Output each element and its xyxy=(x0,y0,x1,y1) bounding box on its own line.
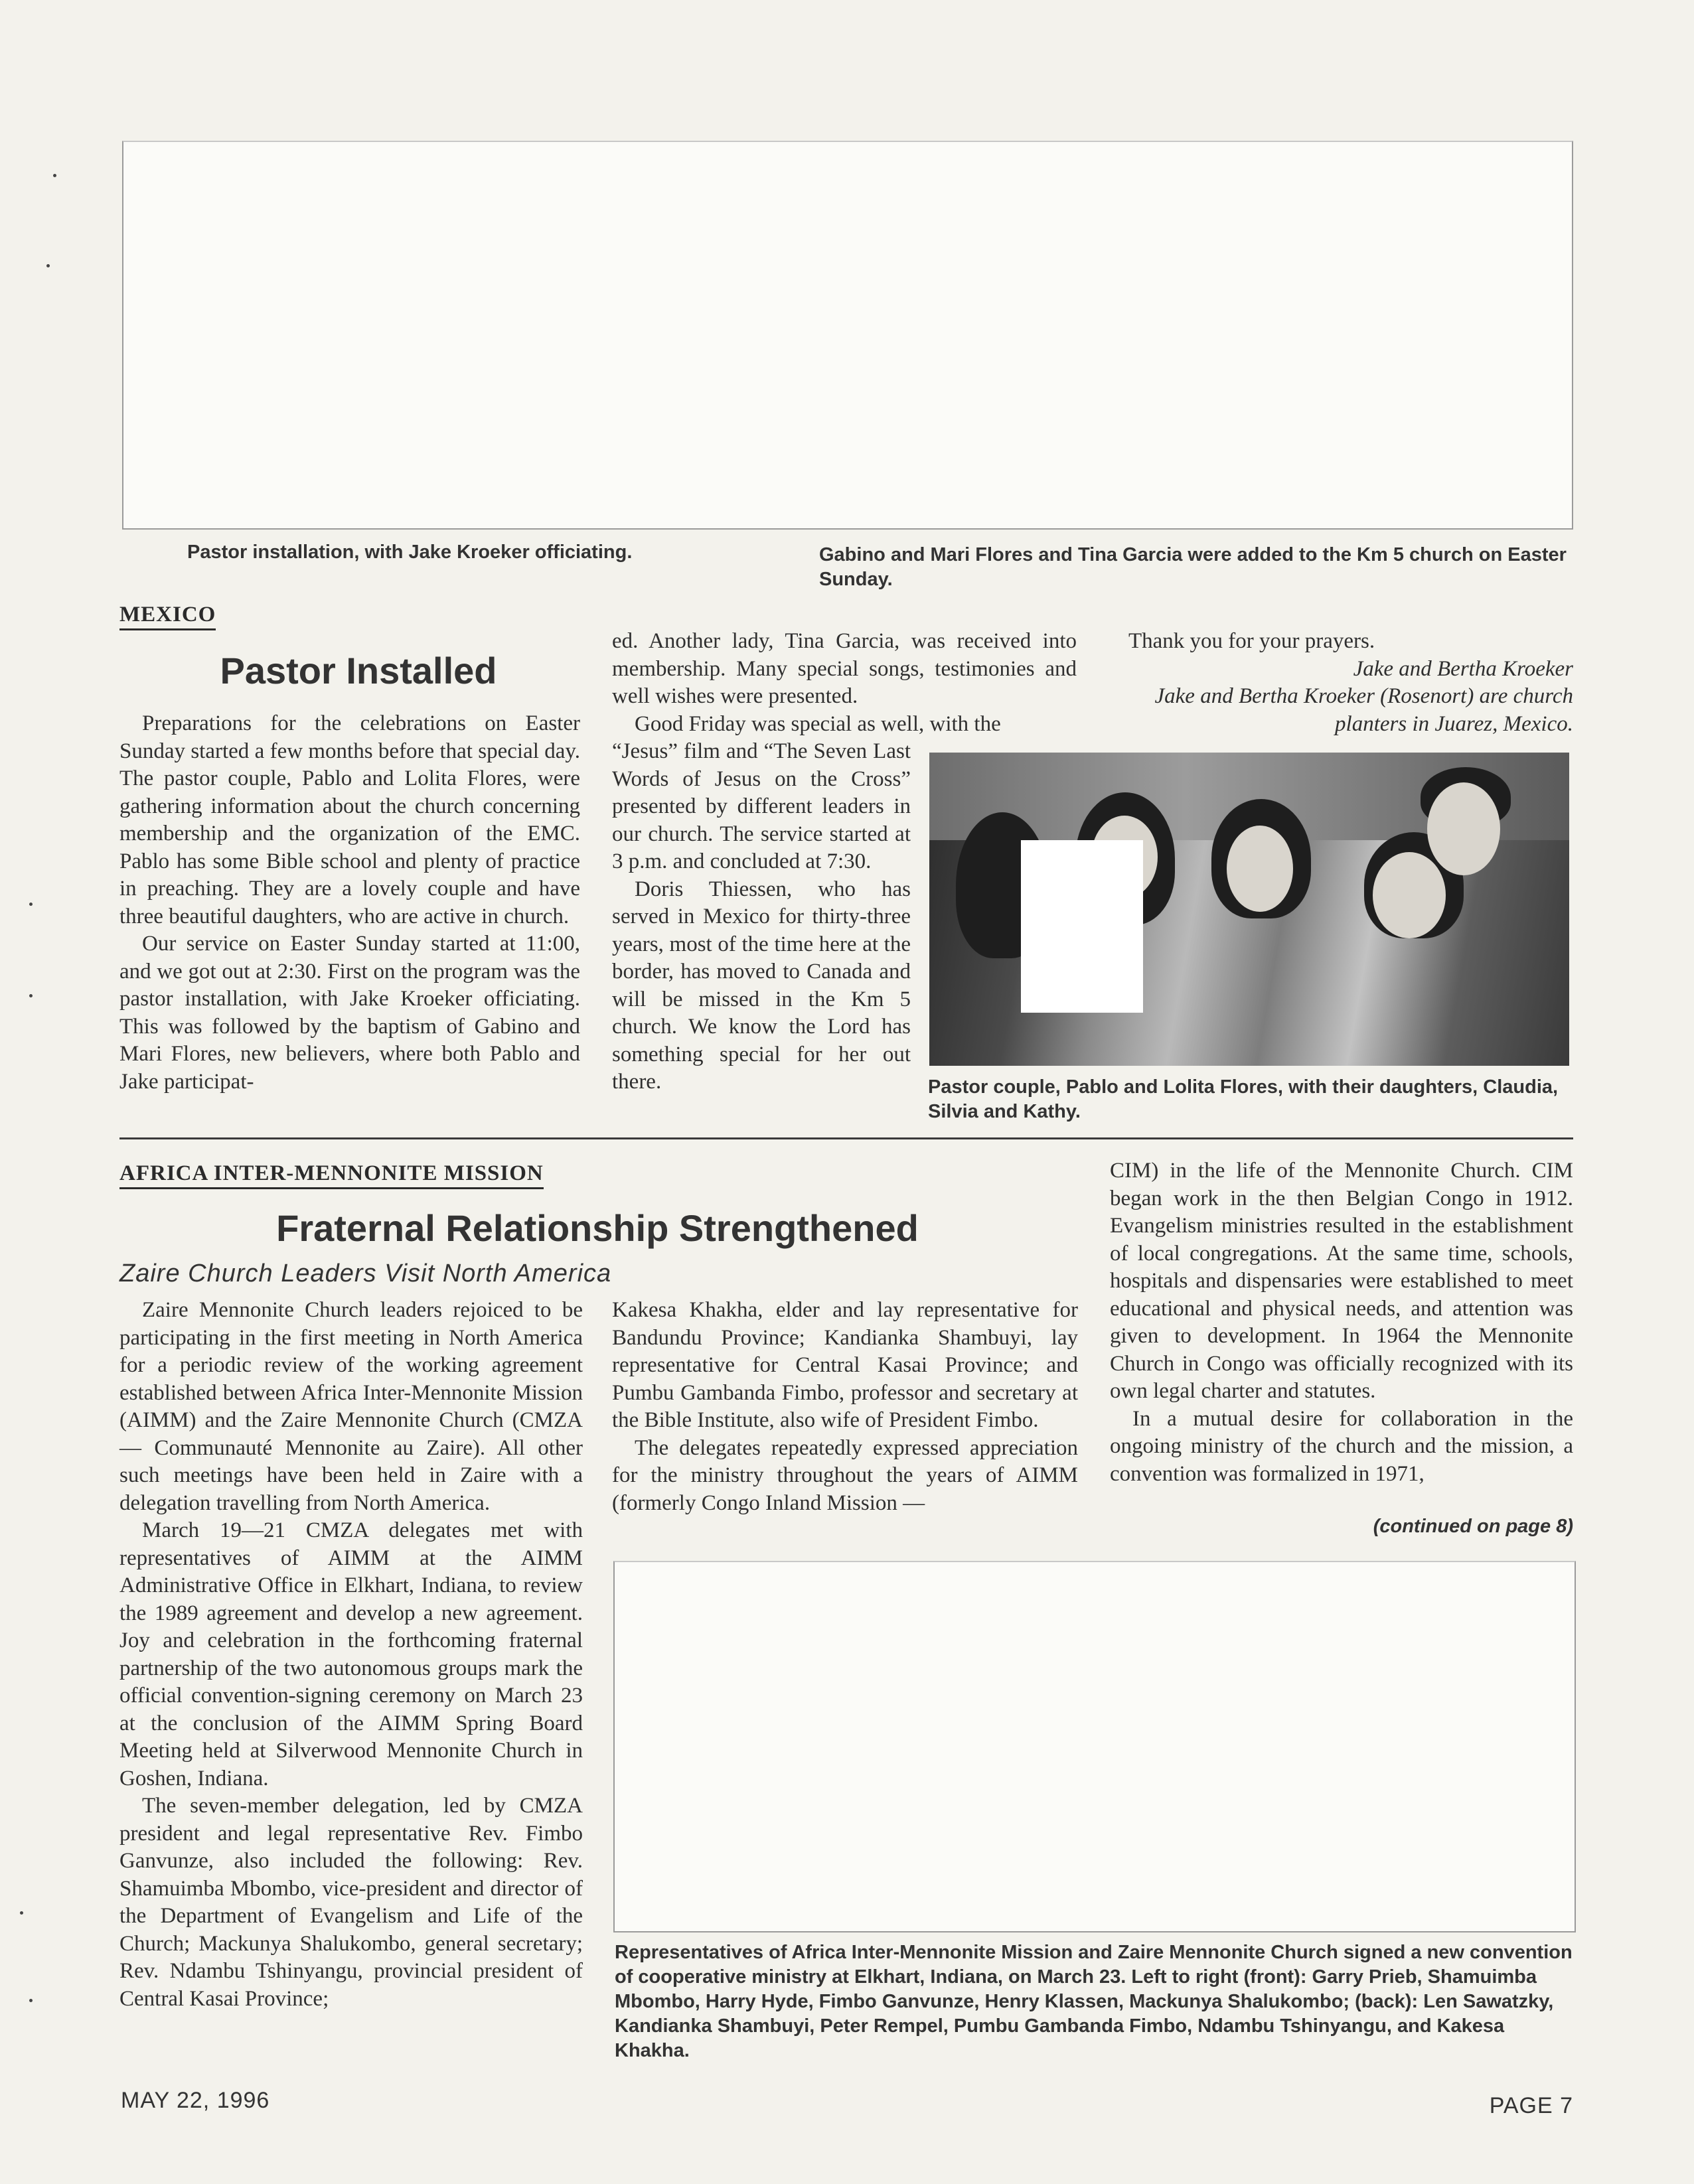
article-divider xyxy=(119,1137,1573,1139)
continued-note: (continued on page 8) xyxy=(1373,1516,1573,1537)
article1-column2-top xyxy=(612,628,1077,738)
section-kicker-aimm: AFRICA INTER-MENNONITE MISSION xyxy=(119,1161,544,1189)
top-photo-caption-right: Gabino and Mari Flores and Tina Garcia were added to the Km 5 church on Easter Sunday. xyxy=(819,544,1567,590)
scan-speck xyxy=(53,174,56,177)
convention-photo-caption: Representatives of Africa Inter-Mennonite Mission and Zaire Mennonite Church signed a new convention of cooperative ministry at Elkhart, Indiana, on March 23. Left to right (front): Garry Prieb, Shamuimba Mbombo, Harry Hyde, Fimbo Ganvunze, Henry Klassen, Mackunya Shalukombo; (back): Len Sawatzky, Kandianka Shambuyi, Peter Rempel, Pumbu Gambanda Fimbo, Ndambu Tshinyangu, and Kakesa Khakha. xyxy=(615,1942,1573,2061)
family-photo-caption: Pastor couple, Pablo and Lolita Flores, with their daughters, Claudia, Silvia and Kathy. xyxy=(928,1076,1559,1122)
person-face xyxy=(1373,852,1446,938)
section-kicker-mexico: MEXICO xyxy=(119,603,216,630)
article2-column3 xyxy=(1110,1157,1573,1488)
paragraph: March 19—21 CMZA delegates met with representatives of AIMM at the AIMM Administrative Office in Elkhart, Indiana, to review the 1989 agreement and develop a new agreement. Joy and celebration in the forthcoming fraternal partnership of the two autonomous groups mark the official convention-signing ceremony on March 23 at the conclusion of the AIMM Spring Board Meeting held at Silverwood Mennonite Church in Goshen, Indiana. xyxy=(119,1518,583,1790)
article1-column3 xyxy=(1106,628,1573,738)
paragraph: “Jesus” film and “The Seven Last Words of Jesus on the Cross” presented by different leaders in our church. The service started at 3 p.m. and concluded at 7:30. xyxy=(612,739,911,873)
redaction-box xyxy=(1021,840,1143,1013)
top-photo-placeholder xyxy=(122,141,1573,530)
page-number: PAGE 7 xyxy=(1489,2093,1573,2118)
paragraph: Good Friday was special as well, with the xyxy=(635,711,1001,736)
paragraph: Kakesa Khakha, elder and lay representative for Bandundu Province; Kandianka Shambuyi, lay representative for Central Kasai Province; and Pumbu Gambanda Fimbo, professor and secretary at the Bible Institute, also wife of President Fimbo. xyxy=(612,1298,1078,1432)
paragraph: Our service on Easter Sunday started at 11:00, and we got out at 2:30. First on the program was the pastor installation, with Jake Kroeker officiating. This was followed by the baptism of Gabino and Mari Flores, new believers, where both Pablo and Jake participat- xyxy=(119,932,580,1094)
issue-date: MAY 22, 1996 xyxy=(121,2088,270,2113)
paragraph: The delegates repeatedly expressed appreciation for the ministry throughout the years of AIMM (formerly Congo Inland Mission — xyxy=(612,1435,1078,1515)
scan-speck xyxy=(29,903,33,906)
article1-column2-narrow xyxy=(612,738,911,1096)
top-photo-caption-left: Pastor installation, with Jake Kroeker officiating. xyxy=(187,542,633,563)
person-face xyxy=(1227,826,1293,912)
paragraph: Preparations for the celebrations on Easter Sunday started a few months before that special day. The pastor couple, Pablo and Lolita Flores, were gathering information about the church concerning membership and the organization of the EMC. Pablo has some Bible school and plenty of practice in preaching. They are a lovely couple and have three beautiful daughters, who are active in church. xyxy=(119,711,580,928)
subheadline: Zaire Church Leaders Visit North America xyxy=(119,1260,612,1287)
scan-speck xyxy=(20,1911,23,1915)
paragraph: CIM) in the life of the Mennonite Church. CIM began work in the then Belgian Congo in 1912. Evangelism ministries resulted in the establishment of local congregations. At the same time, schools, hospitals and dispensaries were established to meet educational and physical needs, and attention was given to development. In 1964 the Mennonite Church in Congo was officially recognized with its own legal charter and statutes. xyxy=(1110,1159,1573,1403)
paragraph: Zaire Mennonite Church leaders rejoiced to be participating in the first meeting in North America for a periodic review of the working agreement established between Africa Inter-Mennonite Mission (AIMM) and the Zaire Mennonite Church (CMZA — Communauté Mennonite au Zaire). All other such meetings have been held in Zaire with a delegation travelling from North America. xyxy=(119,1298,583,1515)
scan-speck xyxy=(46,264,50,267)
scan-speck xyxy=(29,994,33,997)
article2-column2 xyxy=(612,1297,1078,1517)
article2-column1 xyxy=(119,1297,583,2013)
paragraph: Doris Thiessen, who has served in Mexico for thirty-three years, most of the time here at the border, has moved to Canada and will be missed in the Km 5 church. We know the Lord has something special for her out there. xyxy=(612,877,911,1094)
closing-line: Thank you for your prayers. xyxy=(1128,629,1375,653)
paragraph: In a mutual desire for collaboration in the ongoing ministry of the church and the mission, a convention was formalized in 1971, xyxy=(1110,1406,1573,1486)
signature: Jake and Bertha Kroeker xyxy=(1353,656,1573,681)
headline-pastor-installed: Pastor Installed xyxy=(220,650,497,692)
person-face xyxy=(1427,782,1500,875)
pastor-family-photo xyxy=(929,753,1569,1066)
headline-fraternal-relationship: Fraternal Relationship Strengthened xyxy=(276,1207,919,1249)
paragraph: The seven-member delegation, led by CMZA president and legal representative Rev. Fimbo Ganvunze, also included the following: Rev. Shamuimba Mbombo, vice-president and director of the Department of Evangelism and Life of the Church; Mackunya Shalukombo, general secretary; Rev. Ndambu Tshinyangu, provincial president of Central Kasai Province; xyxy=(119,1794,583,2011)
article1-column1 xyxy=(119,710,580,1096)
scan-speck xyxy=(29,1999,33,2002)
convention-photo-placeholder xyxy=(613,1561,1576,1932)
author-bio: Jake and Bertha Kroeker (Rosenort) are church planters in Juarez, Mexico. xyxy=(1154,684,1573,736)
paragraph: ed. Another lady, Tina Garcia, was received into membership. Many special songs, testimonies and well wishes were presented. xyxy=(612,629,1077,708)
